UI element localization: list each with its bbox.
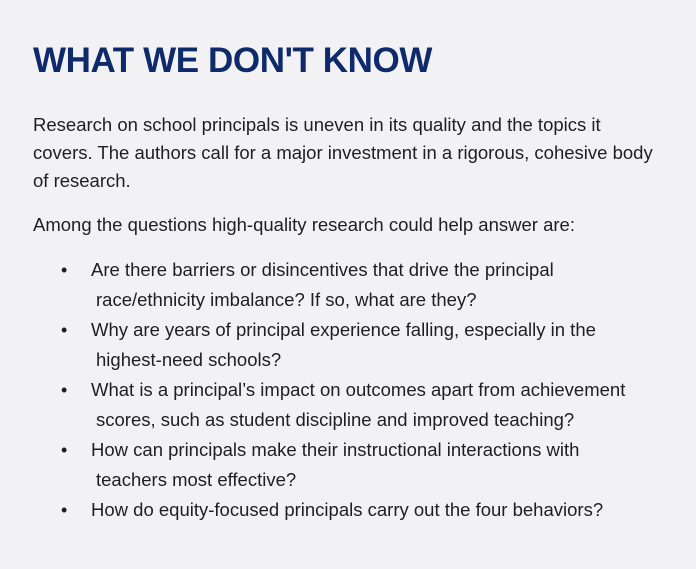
bullet-icon: • [61, 440, 68, 460]
lead-paragraph: Among the questions high-quality research could help answer are: [33, 214, 575, 235]
question-item [33, 375, 671, 435]
question-text: Are there barriers or disincentives that drive the principal [91, 259, 554, 280]
bullet-icon: • [61, 500, 68, 520]
questions-list [33, 255, 666, 525]
question-item [33, 495, 671, 525]
question-item [33, 255, 671, 315]
bullet-icon: • [61, 320, 68, 340]
bullet-icon: • [61, 380, 68, 400]
question-text: Why are years of principal experience falling, especially in the [91, 319, 596, 340]
question-item [33, 315, 671, 375]
question-text: How can principals make their instructional interactions with [91, 439, 580, 460]
question-text-continued: highest-need schools? [96, 349, 282, 370]
question-text-continued: scores, such as student discipline and improved teaching? [96, 409, 575, 430]
question-text: How do equity-focused principals carry out the four behaviors? [91, 499, 604, 520]
question-item [33, 435, 671, 495]
intro-paragraph: Research on school principals is uneven in its quality and the topics it covers. The authors call for a major investment in a rigorous, cohesive body of research. [33, 114, 653, 191]
question-text: What is a principal’s impact on outcomes apart from achievement [91, 379, 626, 400]
question-text-continued: race/ethnicity imbalance? If so, what are they? [96, 289, 477, 310]
bullet-icon: • [61, 260, 68, 280]
question-text-continued: teachers most effective? [96, 469, 297, 490]
section-heading: WHAT WE DON'T KNOW [33, 41, 433, 80]
